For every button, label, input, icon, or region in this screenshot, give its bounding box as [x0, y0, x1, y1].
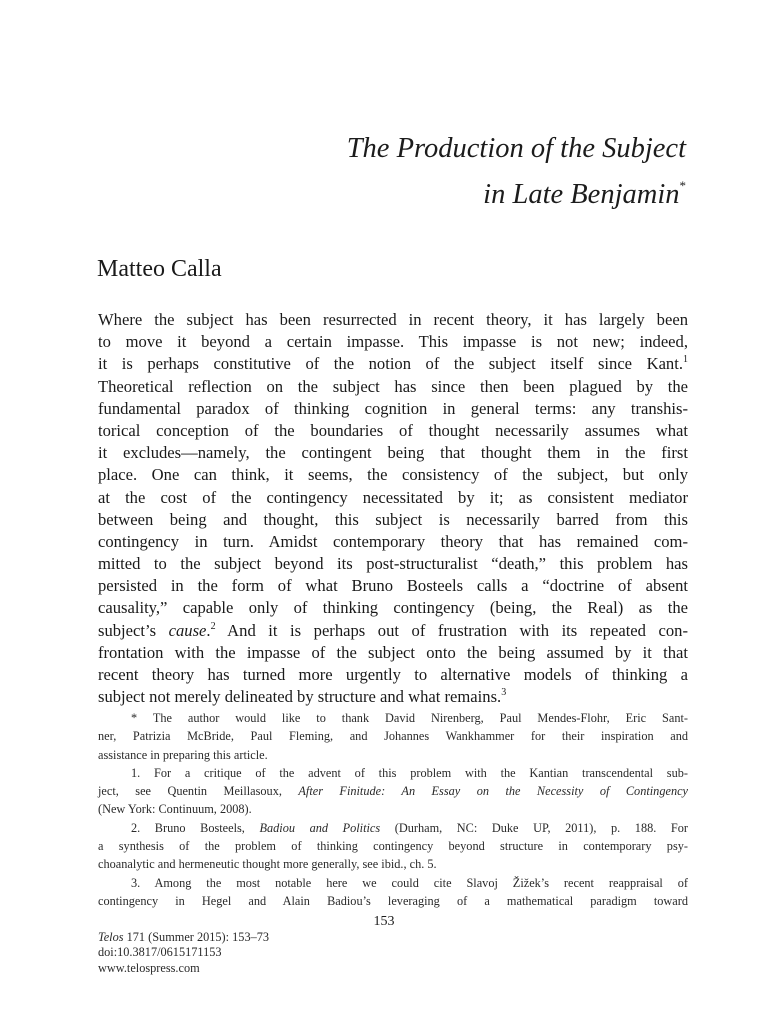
- body-line: persisted in the form of what Bruno Bosteels calls a “doctrine of absent: [98, 576, 688, 596]
- body-line: Where the subject has been resurrected in recent theory, it has largely been: [98, 310, 688, 329]
- body-line-text: it is perhaps constitutive of the notion of the subject itself since Kant.: [98, 354, 683, 374]
- footnote-2: choanalytic and hermeneutic thought more generally, see ibid., ch. 5.: [98, 857, 437, 872]
- issue-info: 171 (Summer 2015): 153–73: [123, 930, 270, 944]
- body-line: torical conception of the boundaries of thought necessarily assumes what: [98, 420, 688, 440]
- body-line: fundamental paradox of thinking cognition in general terms: any transhis-: [98, 398, 688, 418]
- emphasis-cause: cause: [168, 620, 207, 640]
- footnote-text: 2. Bruno Bosteels,: [131, 820, 260, 835]
- footnote-text: (Durham, NC: Duke UP, 2011), p. 188. For: [380, 820, 688, 835]
- footnote-2: a synthesis of the problem of thinking contingency beyond structure in contemporary psy-: [98, 839, 688, 854]
- body-line: contingency in turn. Amidst contemporary theory that has remained com-: [98, 531, 688, 551]
- body-line: [98, 686, 688, 708]
- footnote-1: [98, 782, 688, 800]
- footnote-ref-2[interactable]: 2: [210, 620, 216, 632]
- footnote-text: ject, see Quentin Meillasoux,: [98, 784, 299, 799]
- article-title: [347, 130, 686, 213]
- body-line: recent theory has turned more urgently to alternative models of thinking a: [98, 665, 688, 684]
- doi[interactable]: doi:10.3817/0615171153: [98, 945, 222, 960]
- body-line: it excludes—namely, the contingent being that thought them in the first: [98, 443, 688, 463]
- footnote-1: 1. For a critique of the advent of this problem with the Kantian transcendental sub-: [131, 765, 688, 780]
- body-line: [98, 620, 688, 642]
- body-line: to move it beyond a certain impasse. This impasse is not new; indeed,: [98, 332, 688, 352]
- body-line: [98, 353, 688, 375]
- footnote-3: 3. Among the most notable here we could cite Slavoj Žižek’s recent reappraisal of: [131, 875, 688, 890]
- journal-name: Telos: [98, 930, 124, 944]
- footnote-star: * The author would like to thank David Nirenberg, Paul Mendes-Flohr, Eric Sant-: [131, 711, 688, 725]
- body-line: at the cost of the contingency necessitated by it; as consistent mediator: [98, 487, 688, 507]
- website-link[interactable]: www.telospress.com: [98, 960, 200, 975]
- body-line: frontation with the impasse of the subject onto the being assumed by it that: [98, 642, 688, 662]
- publication-footer: [98, 930, 269, 976]
- footnote-star: ner, Patrizia McBride, Paul Fleming, and Johannes Wankhammer for their inspiration and: [98, 729, 688, 744]
- body-line-text: subject not merely delineated by structure and what remains.: [98, 687, 502, 707]
- footnote-star: assistance in preparing this article.: [98, 747, 268, 762]
- page-number: 153: [373, 914, 395, 929]
- footnote-1: (New York: Continuum, 2008).: [98, 802, 252, 817]
- body-text: [98, 309, 688, 708]
- body-line: Theoretical reflection on the subject has since then been plagued by the: [98, 376, 688, 396]
- footnote-3: contingency in Hegel and Alain Badiou’s leveraging of a mathematical paradigm toward: [98, 893, 688, 908]
- body-line: between being and thought, this subject is necessarily barred from this: [98, 509, 688, 529]
- body-line: mitted to the subject beyond its post-structuralist “death,” this problem has: [98, 554, 688, 574]
- citation-line: [98, 930, 269, 945]
- title-line-1: The Production of the Subject: [346, 133, 686, 164]
- body-line-text: .: [206, 620, 211, 640]
- cited-title: After Finitude: An Essay on the Necessity of Contingency: [298, 784, 689, 799]
- body-line-text: subject’s: [98, 620, 169, 640]
- footnote-ref-1[interactable]: 1: [683, 354, 688, 366]
- author-name: Matteo Calla: [97, 256, 222, 282]
- footnote-2: [98, 819, 688, 837]
- body-line: place. One can think, it seems, the consistency of the subject, but only: [98, 465, 688, 485]
- footnotes: [98, 709, 688, 910]
- title-line-2: [347, 167, 686, 213]
- body-line-text: And it is perhaps out of frustration with its repeated con-: [215, 620, 688, 640]
- footnote-ref-3[interactable]: 3: [501, 687, 507, 699]
- title-line-2-text: in Late Benjamin: [483, 179, 680, 210]
- title-footnote-marker: *: [679, 178, 686, 193]
- body-line: causality,” capable only of thinking contingency (being, the Real) as the: [98, 598, 688, 618]
- cited-title: Badiou and Politics: [259, 820, 381, 835]
